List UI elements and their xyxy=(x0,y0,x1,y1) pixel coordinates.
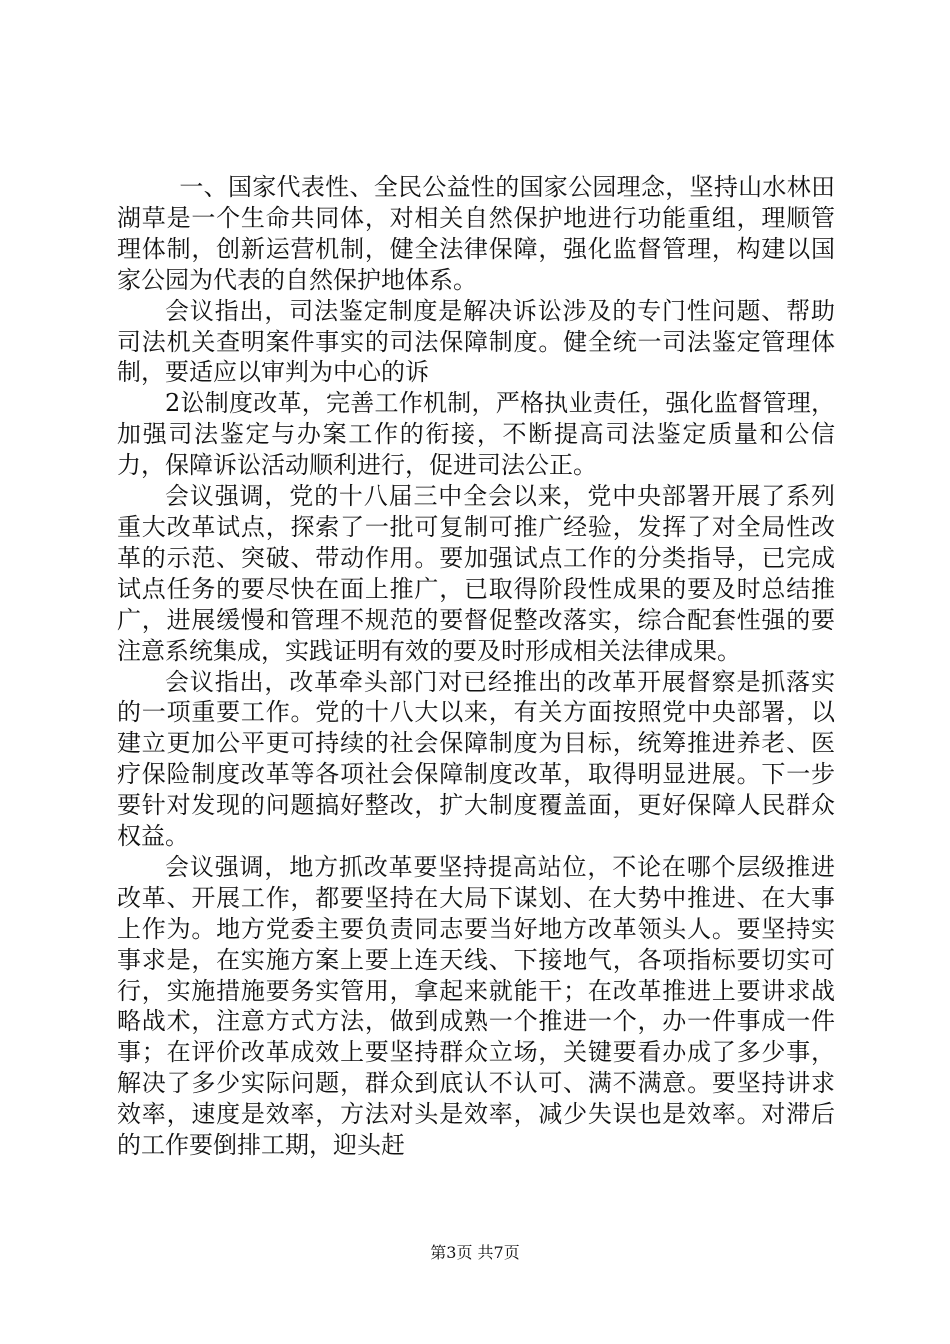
page-number-footer: 第3页 共7页 xyxy=(430,1243,520,1262)
document-body xyxy=(117,172,835,1161)
paragraph-national-park: 一、国家代表性、全民公益性的国家公园理念，坚持山水林田湖草是一个生命共同体，对相关自然保护地进行功能重组，理顺管理体制，创新运营机制，健全法律保障，强化监督管理，构建以国家公园为代表的自然保护地体系。 xyxy=(117,173,835,294)
paragraph-reform-pilots: 会议强调，党的十八届三中全会以来，党中央部署开展了系列重大改革试点，探索了一批可复制可推广经验，发挥了对全局性改革的示范、突破、带动作用。要加强试点工作的分类指导，已完成试点任务的要尽快在面上推广，已取得阶段性成果的要及时总结推广，进展缓慢和管理不规范的要督促整改落实，综合配套性强的要注意系统集成，实践证明有效的要及时形成相关法律成果。 xyxy=(117,482,835,665)
paragraph-local-reform: 会议强调，地方抓改革要坚持提高站位，不论在哪个层级推进改革、开展工作，都要坚持在大局下谋划、在大势中推进、在大事上作为。地方党委主要负责同志要当好地方改革领头人。要坚持实事求是，在实施方案上要上连天线、下接地气，各项指标要切实可行，实施措施要务实管用，拿起来就能干；在改革推进上要讲求战略战术，注意方式方法，做到成熟一个推进一个，办一件事成一件事；在评价改革成效上要坚持群众立场，关键要看办成了多少事，解决了多少实际问题，群众到底认不认可、满不满意。要坚持讲求效率，速度是效率，方法对头是效率，减少失误也是效率。对滞后的工作要倒排工期，迎头赶 xyxy=(117,852,835,1160)
paragraph-litigation-reform: 2讼制度改革，完善工作机制，严格执业责任，强化监督管理，加强司法鉴定与办案工作的衔接，不断提高司法鉴定质量和公信力，保障诉讼活动顺利进行，促进司法公正。 xyxy=(117,389,835,480)
paragraph-judicial-appraisal: 会议指出，司法鉴定制度是解决诉讼涉及的专门性问题、帮助司法机关查明案件事实的司法保障制度。健全统一司法鉴定管理体制，要适应以审判为中心的诉 xyxy=(117,296,835,387)
paragraph-reform-supervision: 会议指出，改革牵头部门对已经推出的改革开展督察是抓落实的一项重要工作。党的十八大以来，有关方面按照党中央部署，以建立更加公平更可持续的社会保障制度为目标，统筹推进养老、医疗保险制度改革等各项社会保障制度改革，取得明显进展。下一步要针对发现的问题搞好整改，扩大制度覆盖面，更好保障人民群众权益。 xyxy=(117,667,835,851)
